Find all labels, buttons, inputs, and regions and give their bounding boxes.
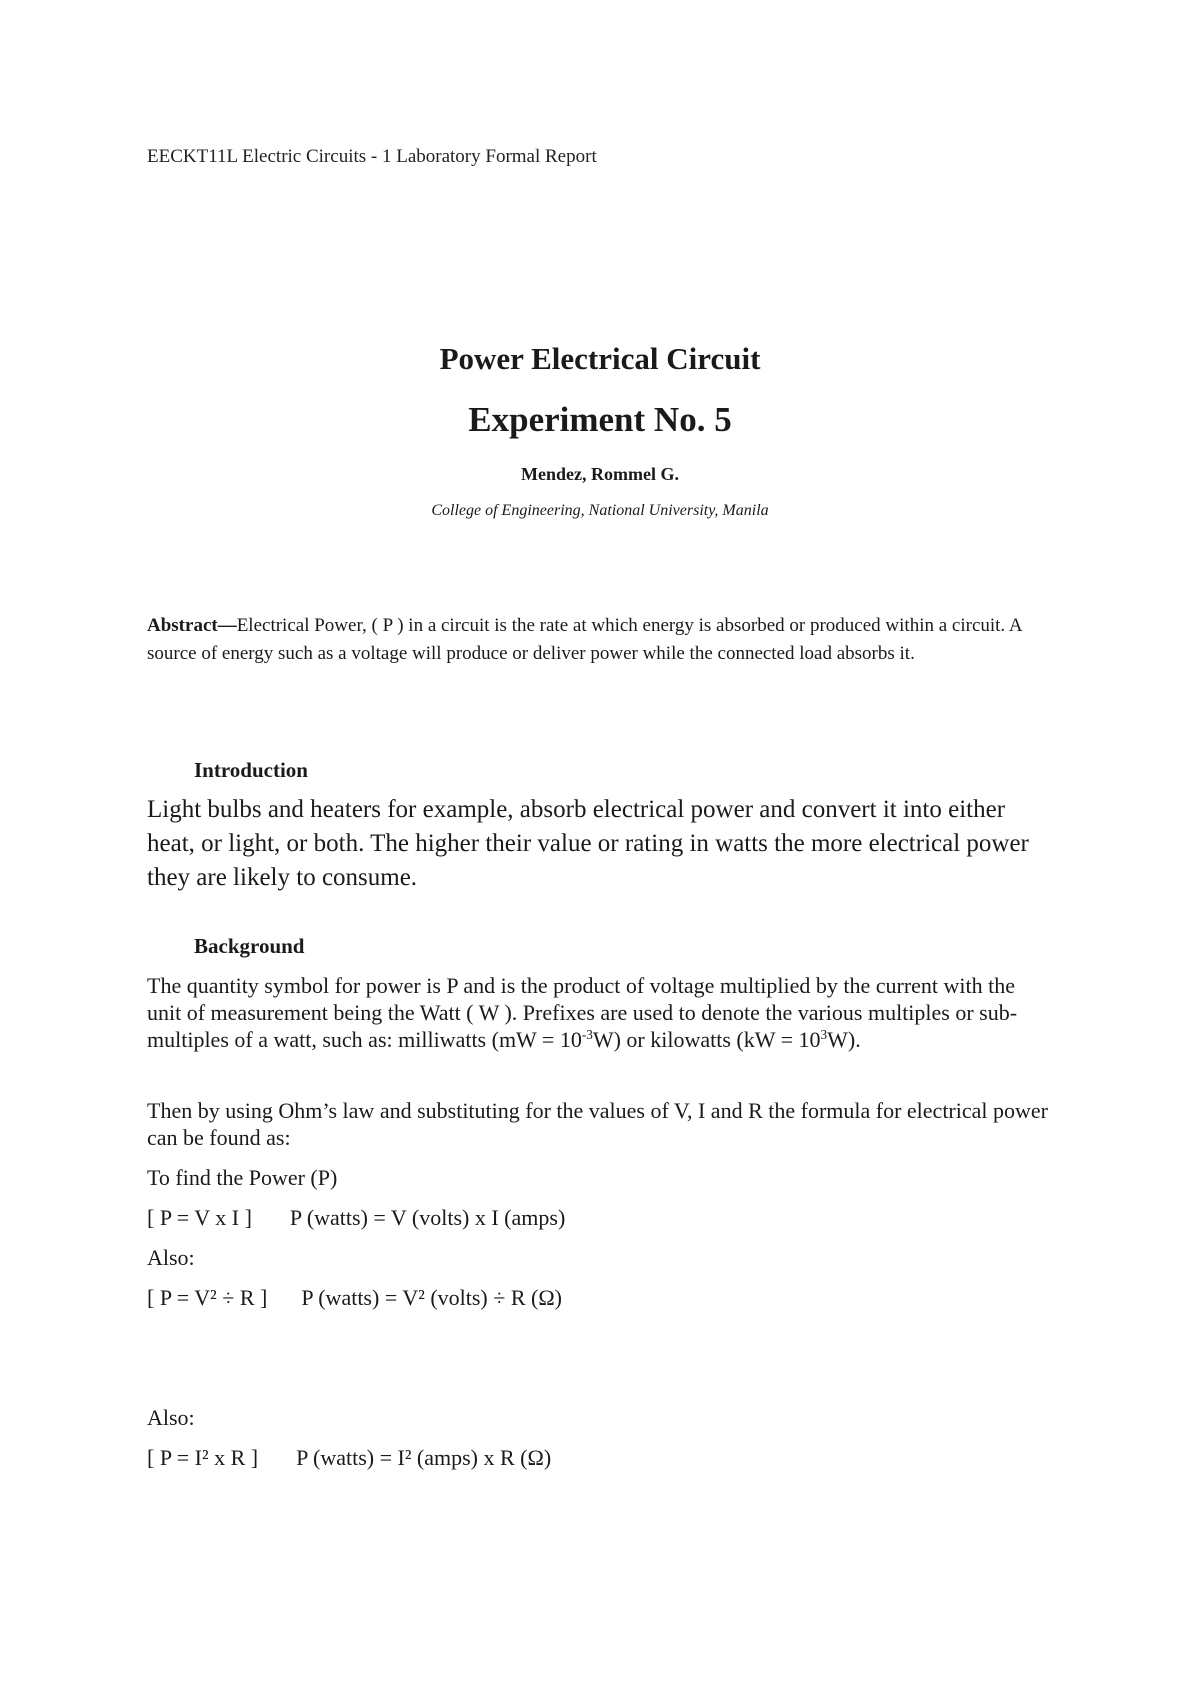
background-heading: Background	[194, 934, 305, 958]
formula-2-left: [ P = V² ÷ R ]	[147, 1285, 268, 1310]
bg-exponent-1: -3	[581, 1027, 593, 1043]
formula-2	[147, 1285, 562, 1311]
formula-3-right: P (watts) = I² (amps) x R (Ω)	[296, 1445, 552, 1470]
author-name: Mendez, Rommel G.	[521, 464, 679, 484]
bg-text-a: The quantity symbol for power is P and is the product of voltage multiplied by the current with the unit of measurement being the Watt ( W ). Prefixes are used to denote the various multiples or sub-multiples of a watt, such as: milliwatts (mW = 10	[147, 973, 1018, 1052]
abstract-lead: Abstract—	[147, 615, 237, 636]
formula-1-left: [ P = V x I ]	[147, 1205, 252, 1230]
also-label-1: Also:	[147, 1245, 195, 1270]
author-affiliation: College of Engineering, National University, Manila	[431, 502, 769, 519]
formula-1-right: P (watts) = V (volts) x I (amps)	[289, 1205, 566, 1230]
bg-text-b: W) or kilowatts (kW = 10	[592, 1027, 821, 1052]
report-header: EECKT11L Electric Circuits - 1 Laboratory Formal Report	[147, 146, 597, 167]
experiment-number: Experiment No. 5	[468, 400, 732, 439]
abstract-paragraph	[147, 612, 1027, 668]
formula-1	[147, 1205, 565, 1231]
formula-3-left: [ P = I² x R ]	[147, 1445, 259, 1470]
background-paragraph-2: Then by using Ohm’s law and substituting for the values of V, I and R the formula for electrical power can be found as:	[147, 1098, 1048, 1150]
also-label-2: Also:	[147, 1405, 195, 1430]
abstract-text: Electrical Power, ( P ) in a circuit is the rate at which energy is absorbed or produced within a circuit. A source of energy such as a voltage will produce or deliver power while the connected load absorbs it.	[147, 615, 1022, 664]
background-paragraph-1	[147, 972, 1052, 1053]
report-title: Power Electrical Circuit	[439, 341, 761, 376]
bg-exponent-2: 3	[820, 1027, 828, 1043]
formula-2-right: P (watts) = V² (volts) ÷ R (Ω)	[301, 1285, 563, 1310]
formula-3	[147, 1445, 551, 1471]
introduction-heading: Introduction	[194, 758, 308, 782]
introduction-paragraph: Light bulbs and heaters for example, absorb electrical power and convert it into either heat, or light, or both. The higher their value or rating in watts the more electrical power they are likely to consume.	[147, 796, 1029, 891]
find-power-line: To find the Power (P)	[147, 1165, 338, 1190]
bg-text-c: W).	[827, 1027, 861, 1052]
